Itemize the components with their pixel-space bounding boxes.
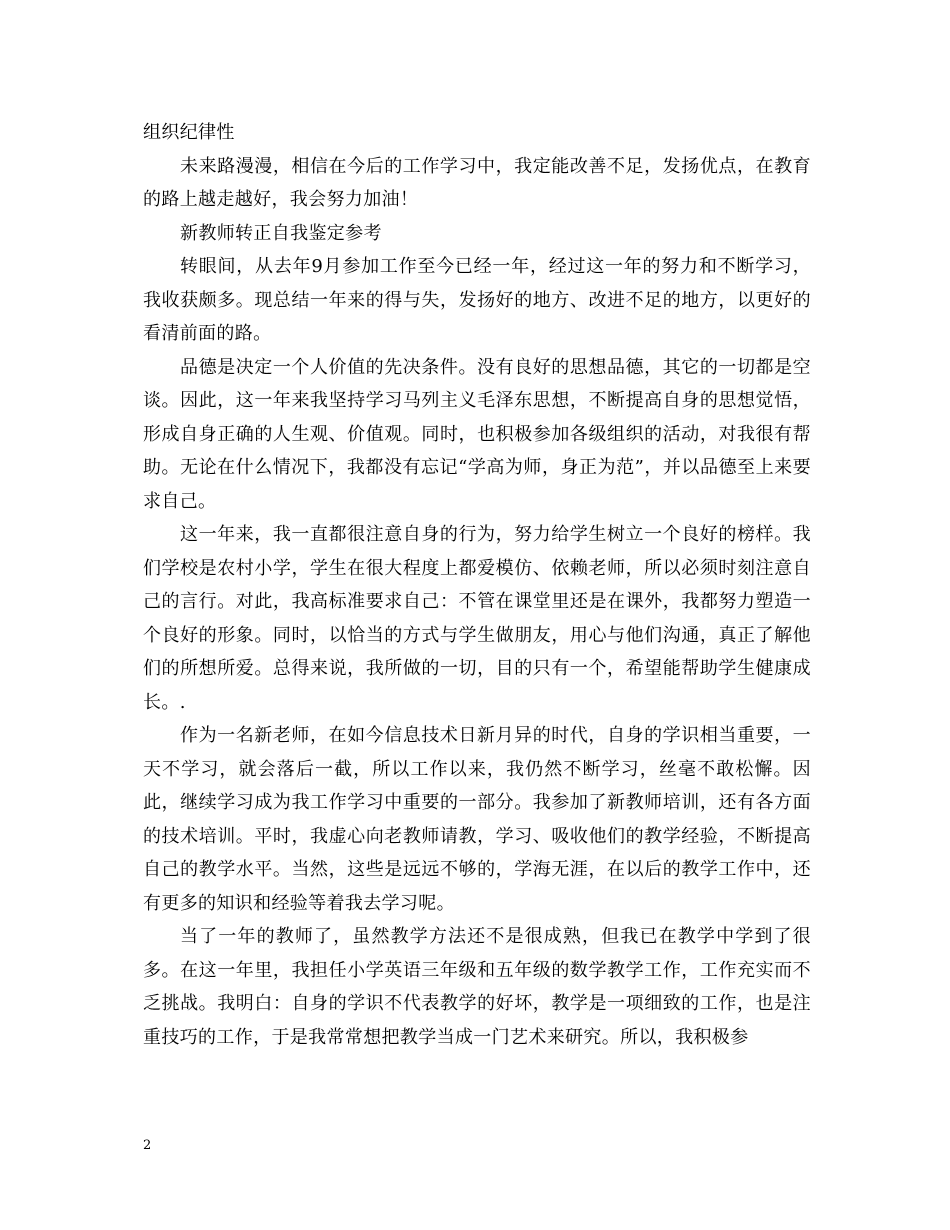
- paragraph-7: 当了一年的教师了，虽然教学方法还不是很成熟，但我已在教学中学到了很多。在这一年里，我担任小学英语三年级和五年级的数学教学工作，工作充实而不乏挑战。我明白：自身的学识不代表教学的好坏，教学是一项细致的工作，也是注重技巧的工作，于是我常常想把教学当成一门艺术来研究。所以，我积极参: [143, 926, 811, 1048]
- paragraph-5: 这一年来，我一直都很注意自身的行为，努力给学生树立一个良好的榜样。我们学校是农村小学，学生在很大程度上都爱模仿、依赖老师，所以必须时刻注意自己的言行。对此，我高标准要求自己：不管在课堂里还是在课外，我都努力塑造一个良好的形象。同时，以恰当的方式与学生做朋友，用心与他们沟通，真正了解他们的所想所爱。总得来说，我所做的一切，目的只有一个，希望能帮助学生健康成长。.: [143, 524, 811, 713]
- paragraph-2: 未来路漫漫，相信在今后的工作学习中，我定能改善不足，发扬优点，在教育的路上越走越好，我会努力加油！: [143, 155, 811, 210]
- page-number: 2: [143, 1138, 152, 1153]
- paragraph-4: 品德是决定一个人价值的先决条件。没有良好的思想品德，其它的一切都是空谈。因此，这一年来我坚持学习马列主义毛泽东思想，不断提高自身的思想觉悟，形成自身正确的人生观、价值观。同时，也积极参加各级组织的活动，对我很有帮助。无论在什么情况下，我都没有忘记“学高为师，身正为范”，并以品德至上来要求自己。: [143, 356, 811, 512]
- paragraph-1: 组织纪律性: [143, 122, 235, 143]
- paragraph-3: 转眼间，从去年9月参加工作至今已经一年，经过这一年的努力和不断学习，我收获颇多。现总结一年来的得与失，发扬好的地方、改进不足的地方，以更好的看清前面的路。: [143, 256, 811, 344]
- document-body: [143, 116, 811, 1054]
- paragraph-6: 作为一名新老师，在如今信息技术日新月异的时代，自身的学识相当重要，一天不学习，就会落后一截，所以工作以来，我仍然不断学习，丝毫不敢松懈。因此，继续学习成为我工作学习中重要的一部分。我参加了新教师培训，还有各方面的技术培训。平时，我虚心向老教师请教，学习、吸收他们的教学经验，不断提高自己的教学水平。当然，这些是远远不够的，学海无涯，在以后的教学工作中，还有更多的知识和经验等着我去学习呢。: [143, 725, 811, 914]
- section-heading: 新教师转正自我鉴定参考: [180, 222, 382, 244]
